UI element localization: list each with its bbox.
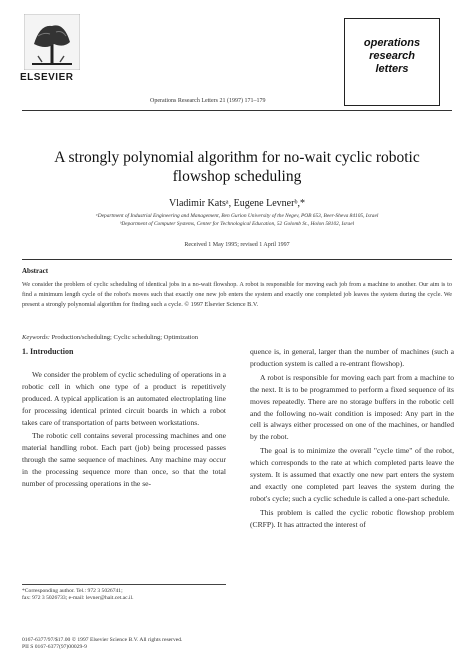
abstract-heading: Abstract [22,267,49,275]
journal-name: operations research letters [363,37,421,75]
affiliation-b: ᵇDepartment of Computer Systems, Center for Technological Education, 52 Golomb St., Holon 58102, Israel [119,221,355,227]
paragraph: We consider the problem of cyclic scheduling of operations in a robotic cell in which one type of a product is repetitively produced. A typical application is an automated electroplating line for processing identical printed circuit boards in which a robot takes care of transportation of parts between workstations. [22,369,226,427]
body-left-column [22,346,226,492]
publisher-logo [20,14,84,83]
paragraph: The robotic cell contains several processing machines and one material handling robot. Each part (job) being processed passes through the same sequence of machines. Any machine may occur in the processing sequence more than once, so that the total number of processing operations in the se- [22,431,226,489]
keywords [22,334,452,341]
copyright-notice: 0167-6377/97/$17.00 © 1997 Elsevier Science B.V. All rights reserved. PII S 0167-6377(97)00029-9 [22,637,183,650]
keywords-label: Keywords: [22,334,50,341]
keywords-list: Production/scheduling; Cyclic scheduling; Optimization [51,334,198,341]
header-rule [22,110,452,111]
affiliation-a: ᵃDepartment of Industrial Engineering and Management, Ben Gurion University of the Negev, POB 653, Beer-Sheva 84105, Israel [95,213,379,219]
publisher-name: ELSEVIER [20,72,74,83]
section-heading: 1. Introduction [22,347,74,356]
journal-logo-box [344,18,440,106]
abstract-top-rule [22,259,452,260]
body-right-column [250,346,454,533]
authors: Vladimir Katsᵃ, Eugene Levnerᵇ,* [168,198,306,209]
paragraph: This problem is called the cyclic robotic flowshop problem (CRFP). It has attracted the interest of [250,507,454,529]
paragraph: quence is, in general, larger than the number of machines (such a production system is called a re-entrant flowshop). [250,347,454,368]
elsevier-tree-icon [24,14,80,70]
received-dates: Received 1 May 1995; revised 1 April 1997 [184,242,290,248]
paper-title: A strongly polynomial algorithm for no-wait cyclic robotic flowshop scheduling [54,149,420,185]
paragraph: A robot is responsible for moving each part from a machine to the next. It is to be programmed to perform a fixed sequence of its moves repeatedly. There are no storage buffers in the robotic cell and the following no-wait condition is imposed: Any part in the cell is always either processed on one of the machines, or handled by the robot. [250,372,454,442]
abstract-text: We consider the problem of cyclic scheduling of identical jobs in a no-wait flowshop. A robot is responsible for moving each job from a machine to another. Our aim is to find a minimum length cycle of the robot's moves such that exactly one new job enters the system and exactly one completed job leaves the system during the cycle. We present a strongly polynomial algorithm for finding such a cycle. © 1997 Elsevier Science B.V. [22,281,452,308]
footnote: *Corresponding author. Tel.: 972 3 5026741; fax: 972 3 5026733; e-mail: levner@hait.cet.ac.il. [22,584,226,603]
paragraph: The goal is to minimize the overall "cycle time" of the robot, which corresponds to the rate at which completed parts leave the system. It is assumed that exactly one new part enters the system and exactly one completed part leaves the system during the robot's cycle; such a cyclic schedule is called a one-part schedule. [250,446,454,503]
journal-reference: Operations Research Letters 21 (1997) 171–179 [150,98,266,104]
